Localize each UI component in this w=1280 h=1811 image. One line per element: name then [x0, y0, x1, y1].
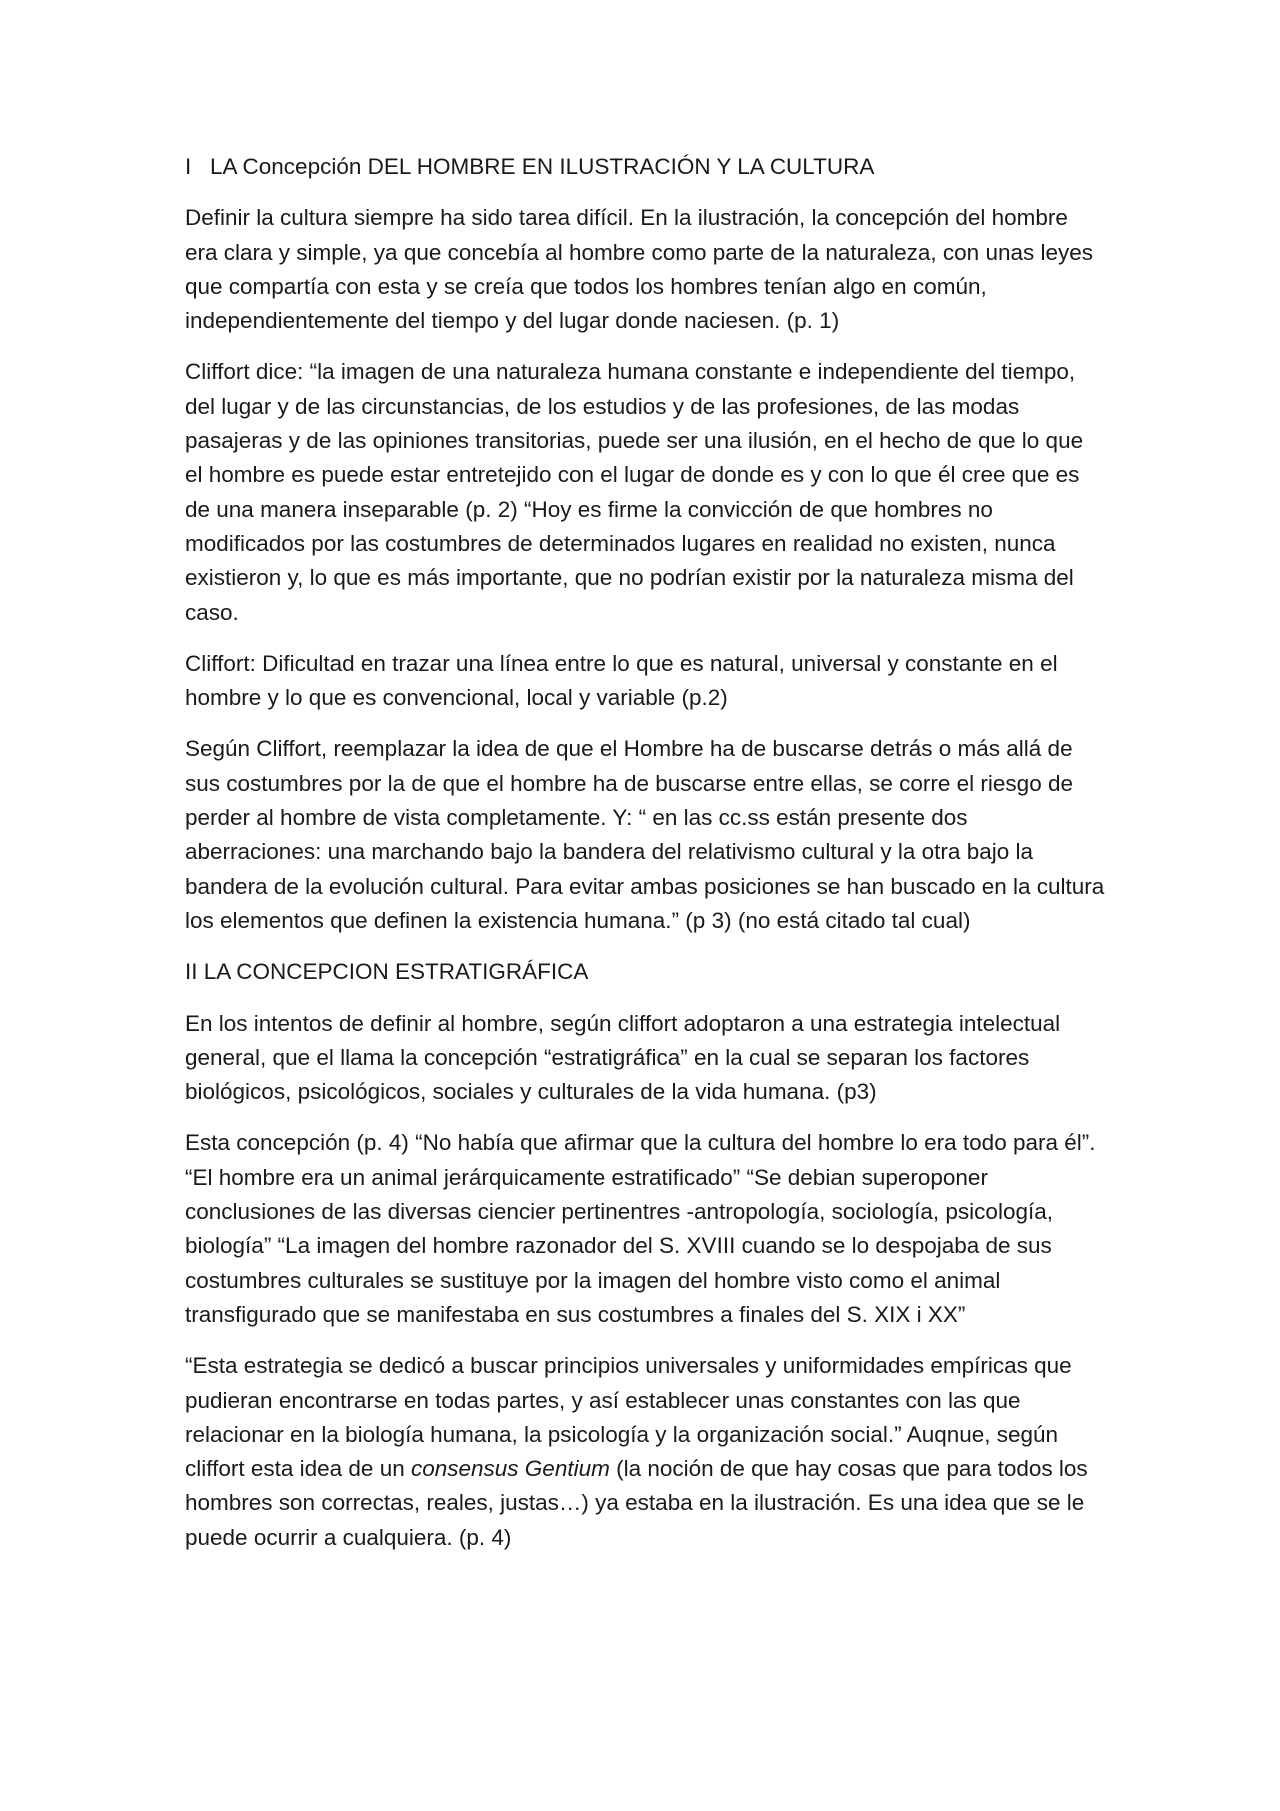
document-page: [185, 150, 1105, 1572]
paragraph-7-text-start: “Esta estrategia se dedicó a buscar principios universales y uniformidades empíricas que pudieran encontrarse en todas partes, y así establecer unas constantes con las que relacionar en la biología humana, la psicología y la organización social.” Auqnue, según cliffort esta idea de un: [185, 1353, 1072, 1482]
paragraph-6: Esta concepción (p. 4) “No había que afirmar que la cultura del hombre lo era todo para él”. “El hombre era un animal jerárquicamente estratificado” “Se debian superoponer conclusiones de las diversas ciencier pertinentres -antropología, sociología, psicología, biología” “La imagen del hombre razonador del S. XVIII cuando se lo despojaba de sus costumbres culturales se sustituye por la imagen del hombre visto como el animal transfigurado que se manifestaba en sus costumbres a finales del S. XIX i XX”: [185, 1130, 1096, 1327]
paragraph-7-text-end: (la noción de que hay cosas que para todos los hombres son correctas, reales, justas…) ya estaba en la ilustración. Es una idea que se le puede ocurrir a cualquiera. (p. 4): [185, 1456, 1088, 1550]
paragraph-2: Cliffort dice: “la imagen de una naturaleza humana constante e independiente del tiempo, del lugar y de las circunstancias, de los estudios y de las profesiones, de las modas pasajeras y de las opiniones transitorias, puede ser una ilusión, en el hecho de que lo que el hombre es puede estar entretejido con el lugar de donde es y con lo que él cree que es de una manera inseparable (p. 2) “Hoy es firme la convicción de que hombres no modificados por las costumbres de determinados lugares en realidad no existen, nunca existieron y, lo que es más importante, que no podrían existir por la naturaleza misma del caso.: [185, 359, 1084, 625]
paragraph-4: Según Cliffort, reemplazar la idea de que el Hombre ha de buscarse detrás o más allá de sus costumbres por la de que el hombre ha de buscarse entre ellas, se corre el riesgo de perder al hombre de vista completamente. Y: “ en las cc.ss están presente dos aberraciones: una marchando bajo la bandera del relativismo cultural y la otra bajo la bandera de la evolución cultural. Para evitar ambas posiciones se han buscado en la cultura los elementos que definen la existencia humana.” (p 3) (no está citado tal cual): [185, 736, 1105, 933]
paragraph-5: En los intentos de definir al hombre, según cliffort adoptaron a una estrategia intelectual general, que el llama la concepción “estratigráfica” en la cual se separan los factores biológicos, psicológicos, sociales y culturales de la vida humana. (p3): [185, 1010, 1061, 1105]
section-heading-2: II LA CONCEPCION ESTRATIGRÁFICA: [185, 959, 589, 985]
section-heading-1: I LA Concepción DEL HOMBRE EN ILUSTRACIÓN Y LA CULTURA: [185, 154, 875, 179]
paragraph-1: Definir la cultura siempre ha sido tarea difícil. En la ilustración, la concepción del hombre era clara y simple, ya que concebía al hombre como parte de la naturaleza, con unas leyes que compartía con esta y se creía que todos los hombres tenían algo en común, independientemente del tiempo y del lugar donde naciesen. (p. 1): [185, 205, 1094, 334]
paragraph-7-italic-term: consensus Gentium: [410, 1456, 610, 1482]
paragraph-3: Cliffort: Dificultad en trazar una línea entre lo que es natural, universal y constante en el hombre y lo que es convencional, local y variable (p.2): [185, 650, 1058, 711]
paragraph-7: [185, 1349, 1105, 1555]
